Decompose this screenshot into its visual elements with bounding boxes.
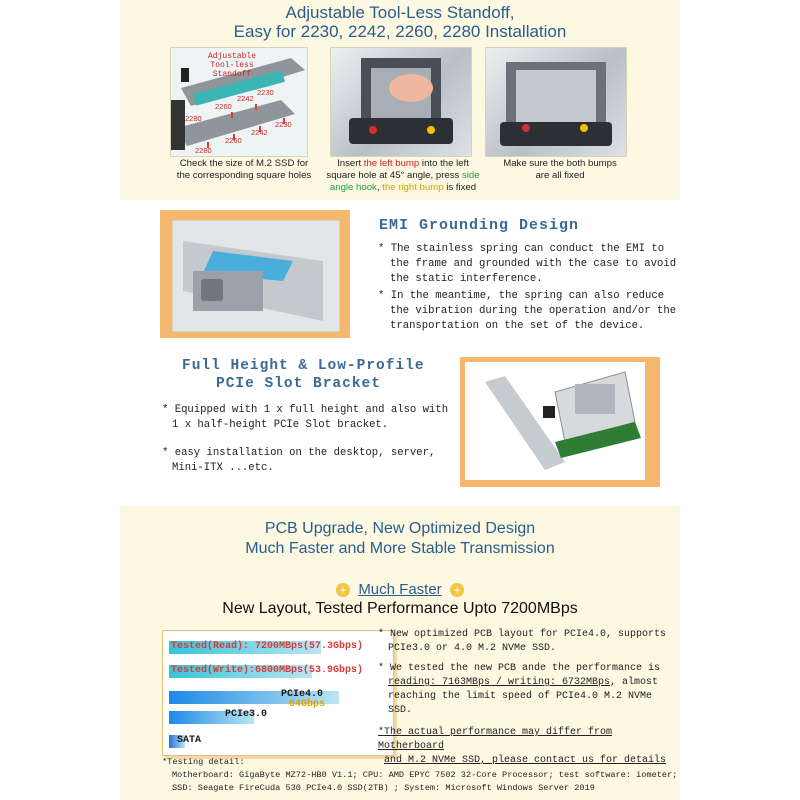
bracket-b2-l2: Mini-ITX ...etc. — [172, 462, 274, 474]
pcb-title-l1: PCB Upgrade, New Optimized Design — [264, 520, 536, 537]
bracket-b2-l1: * easy installation on the desktop, server, — [162, 447, 436, 459]
bracket-section — [120, 350, 680, 490]
caption-1 — [164, 158, 324, 182]
pcb-notes — [378, 628, 680, 768]
chart-bar-label: PCIe4.0 — [281, 689, 324, 700]
pcb-n1-l1: * New optimized PCB layout for PCIe4.0, supports — [378, 629, 667, 640]
standoff-photo-fixed — [485, 47, 627, 157]
pcb-n2-l1: * We tested the new PCB ande the performance is — [378, 663, 661, 674]
caption-1-line2: the corresponding square holes — [176, 170, 312, 181]
standoff-title-line2: Easy for 2230, 2242, 2260, 2280 Installation — [233, 22, 567, 41]
caption-text-green: side — [461, 170, 480, 181]
pcb-subtitle: New Layout, Tested Performance Upto 7200MBps — [222, 600, 578, 617]
bracket-photo — [465, 362, 645, 480]
caption-text-green: angle hook — [329, 182, 377, 193]
standoff-photo-sizes — [170, 47, 308, 157]
bracket-b1-l1: * Equipped with 1 x full height and also with — [162, 404, 449, 416]
chart-area — [169, 631, 389, 755]
standoff-photo-insert — [330, 47, 472, 157]
standoff-panel — [120, 0, 680, 200]
pcb-n2-underlined: reading: 7163MBps / writing: 6732MBps — [388, 677, 611, 688]
caption-text: Insert — [337, 158, 364, 169]
size-label: 2260 — [215, 102, 232, 111]
size-label: 2260 — [225, 136, 242, 145]
plus-circle-icon: + — [336, 583, 350, 597]
emi-b2-l2: the vibration during the operation and/or the — [390, 305, 677, 317]
testing-detail — [162, 756, 677, 795]
caption-text: square hole at 45° angle, press — [326, 170, 462, 181]
chart-bar-label: Tested(Read): 7200MBps(57.3Gbps) — [171, 641, 364, 652]
emi-b1-l3: the static interference. — [390, 273, 543, 285]
size-label: 2280 — [185, 114, 202, 123]
emi-bullet-1 — [378, 242, 676, 334]
speed-chart — [162, 630, 394, 756]
pcb-n2-l2 — [378, 676, 680, 690]
emi-b2-l3: transportation on the set of the device. — [390, 320, 645, 332]
caption-2-line2 — [318, 170, 488, 182]
pcb-n2-l3: reaching the limit speed of PCIe4.0 M.2 NVMe SSD. — [388, 691, 653, 716]
emi-section — [120, 200, 680, 345]
chart-bar-label: SATA — [177, 735, 202, 746]
pcb-panel — [120, 506, 680, 800]
emi-b1-l2: the frame and grounded with the case to avoid — [390, 258, 677, 270]
emi-b2-l1: * In the meantime, the spring can also reduce — [378, 290, 665, 302]
bracket-title-l1: Full Height & Low-Profile — [182, 358, 425, 374]
pcb-title-l2: Much Faster and More Stable Transmission — [245, 540, 555, 557]
pcb-n1-l2: PCIe3.0 or 4.0 M.2 NVMe SSD. — [388, 643, 557, 654]
testing-title: *Testing detail: — [162, 757, 245, 767]
caption-3 — [490, 158, 630, 182]
caption-3-line1: Make sure the both bumps — [503, 158, 617, 169]
chart-bar-label: Tested(Write):6800MBps(53.9Gbps) — [171, 665, 364, 676]
caption-1-line1: Check the size of M.2 SSD for — [179, 158, 309, 169]
emi-photo — [172, 220, 340, 332]
bracket-title-l2: PCIe Slot Bracket — [216, 376, 381, 392]
pcb-n3-l2: and M.2 NVMe SSD, please contact us for details — [384, 755, 667, 766]
testing-line1: Motherboard: GigaByte MZ72-HB0 V1.1; CPU: AMD EPYC 7502 32-Core Processor; test software: iometer; — [172, 770, 678, 780]
caption-2-line1 — [318, 158, 488, 170]
caption-3-line2: are all fixed — [535, 170, 585, 181]
caption-text-red: the left bump — [363, 158, 420, 169]
size-label: 2242 — [237, 94, 254, 103]
emi-title: EMI Grounding Design — [379, 217, 580, 234]
pcie-bracket-icon — [465, 362, 645, 480]
hand-insert-icon — [331, 48, 471, 156]
caption-text: , — [376, 182, 383, 193]
size-label: 2280 — [195, 146, 212, 155]
caption-text: into the left — [419, 158, 469, 169]
size-label: 2230 — [257, 88, 274, 97]
much-faster-badge — [120, 581, 680, 599]
pcb-n2-rest: , almost — [610, 677, 659, 688]
caption-2 — [318, 158, 488, 194]
caption-2-line3 — [318, 182, 488, 194]
spring-bracket-icon — [173, 221, 339, 331]
pcb-n3-l1: *The actual performance may differ from Motherboard — [378, 727, 613, 752]
emi-b1-l1: * The stainless spring can conduct the EMI to — [378, 243, 665, 255]
caption-text: is fixed — [443, 182, 477, 193]
size-label: 2230 — [275, 120, 292, 129]
bracket-b1-l2: 1 x half-height PCIe Slot bracket. — [172, 419, 389, 431]
chart-bar-label: PCIe3.0 — [225, 709, 268, 720]
chart-pcie4-gbps-label: 64Gbps — [289, 699, 326, 710]
testing-line2: SSD: Seagate FireCuda 530 PCIe4.0 SSD(2TB) ; System: Microsoft Windows Server 2019 — [172, 783, 595, 793]
much-faster-label: Much Faster — [358, 581, 442, 599]
callout-label: Adjustable Tool-less Standoff — [207, 52, 256, 79]
plus-circle-icon: + — [450, 583, 464, 597]
tray-fixed-icon — [486, 48, 626, 156]
size-label: 2242 — [251, 128, 268, 137]
bracket-bullets — [162, 403, 448, 476]
caption-text-yellow: the right bump — [382, 182, 444, 193]
standoff-title-line1: Adjustable Tool-Less Standoff, — [285, 3, 515, 22]
